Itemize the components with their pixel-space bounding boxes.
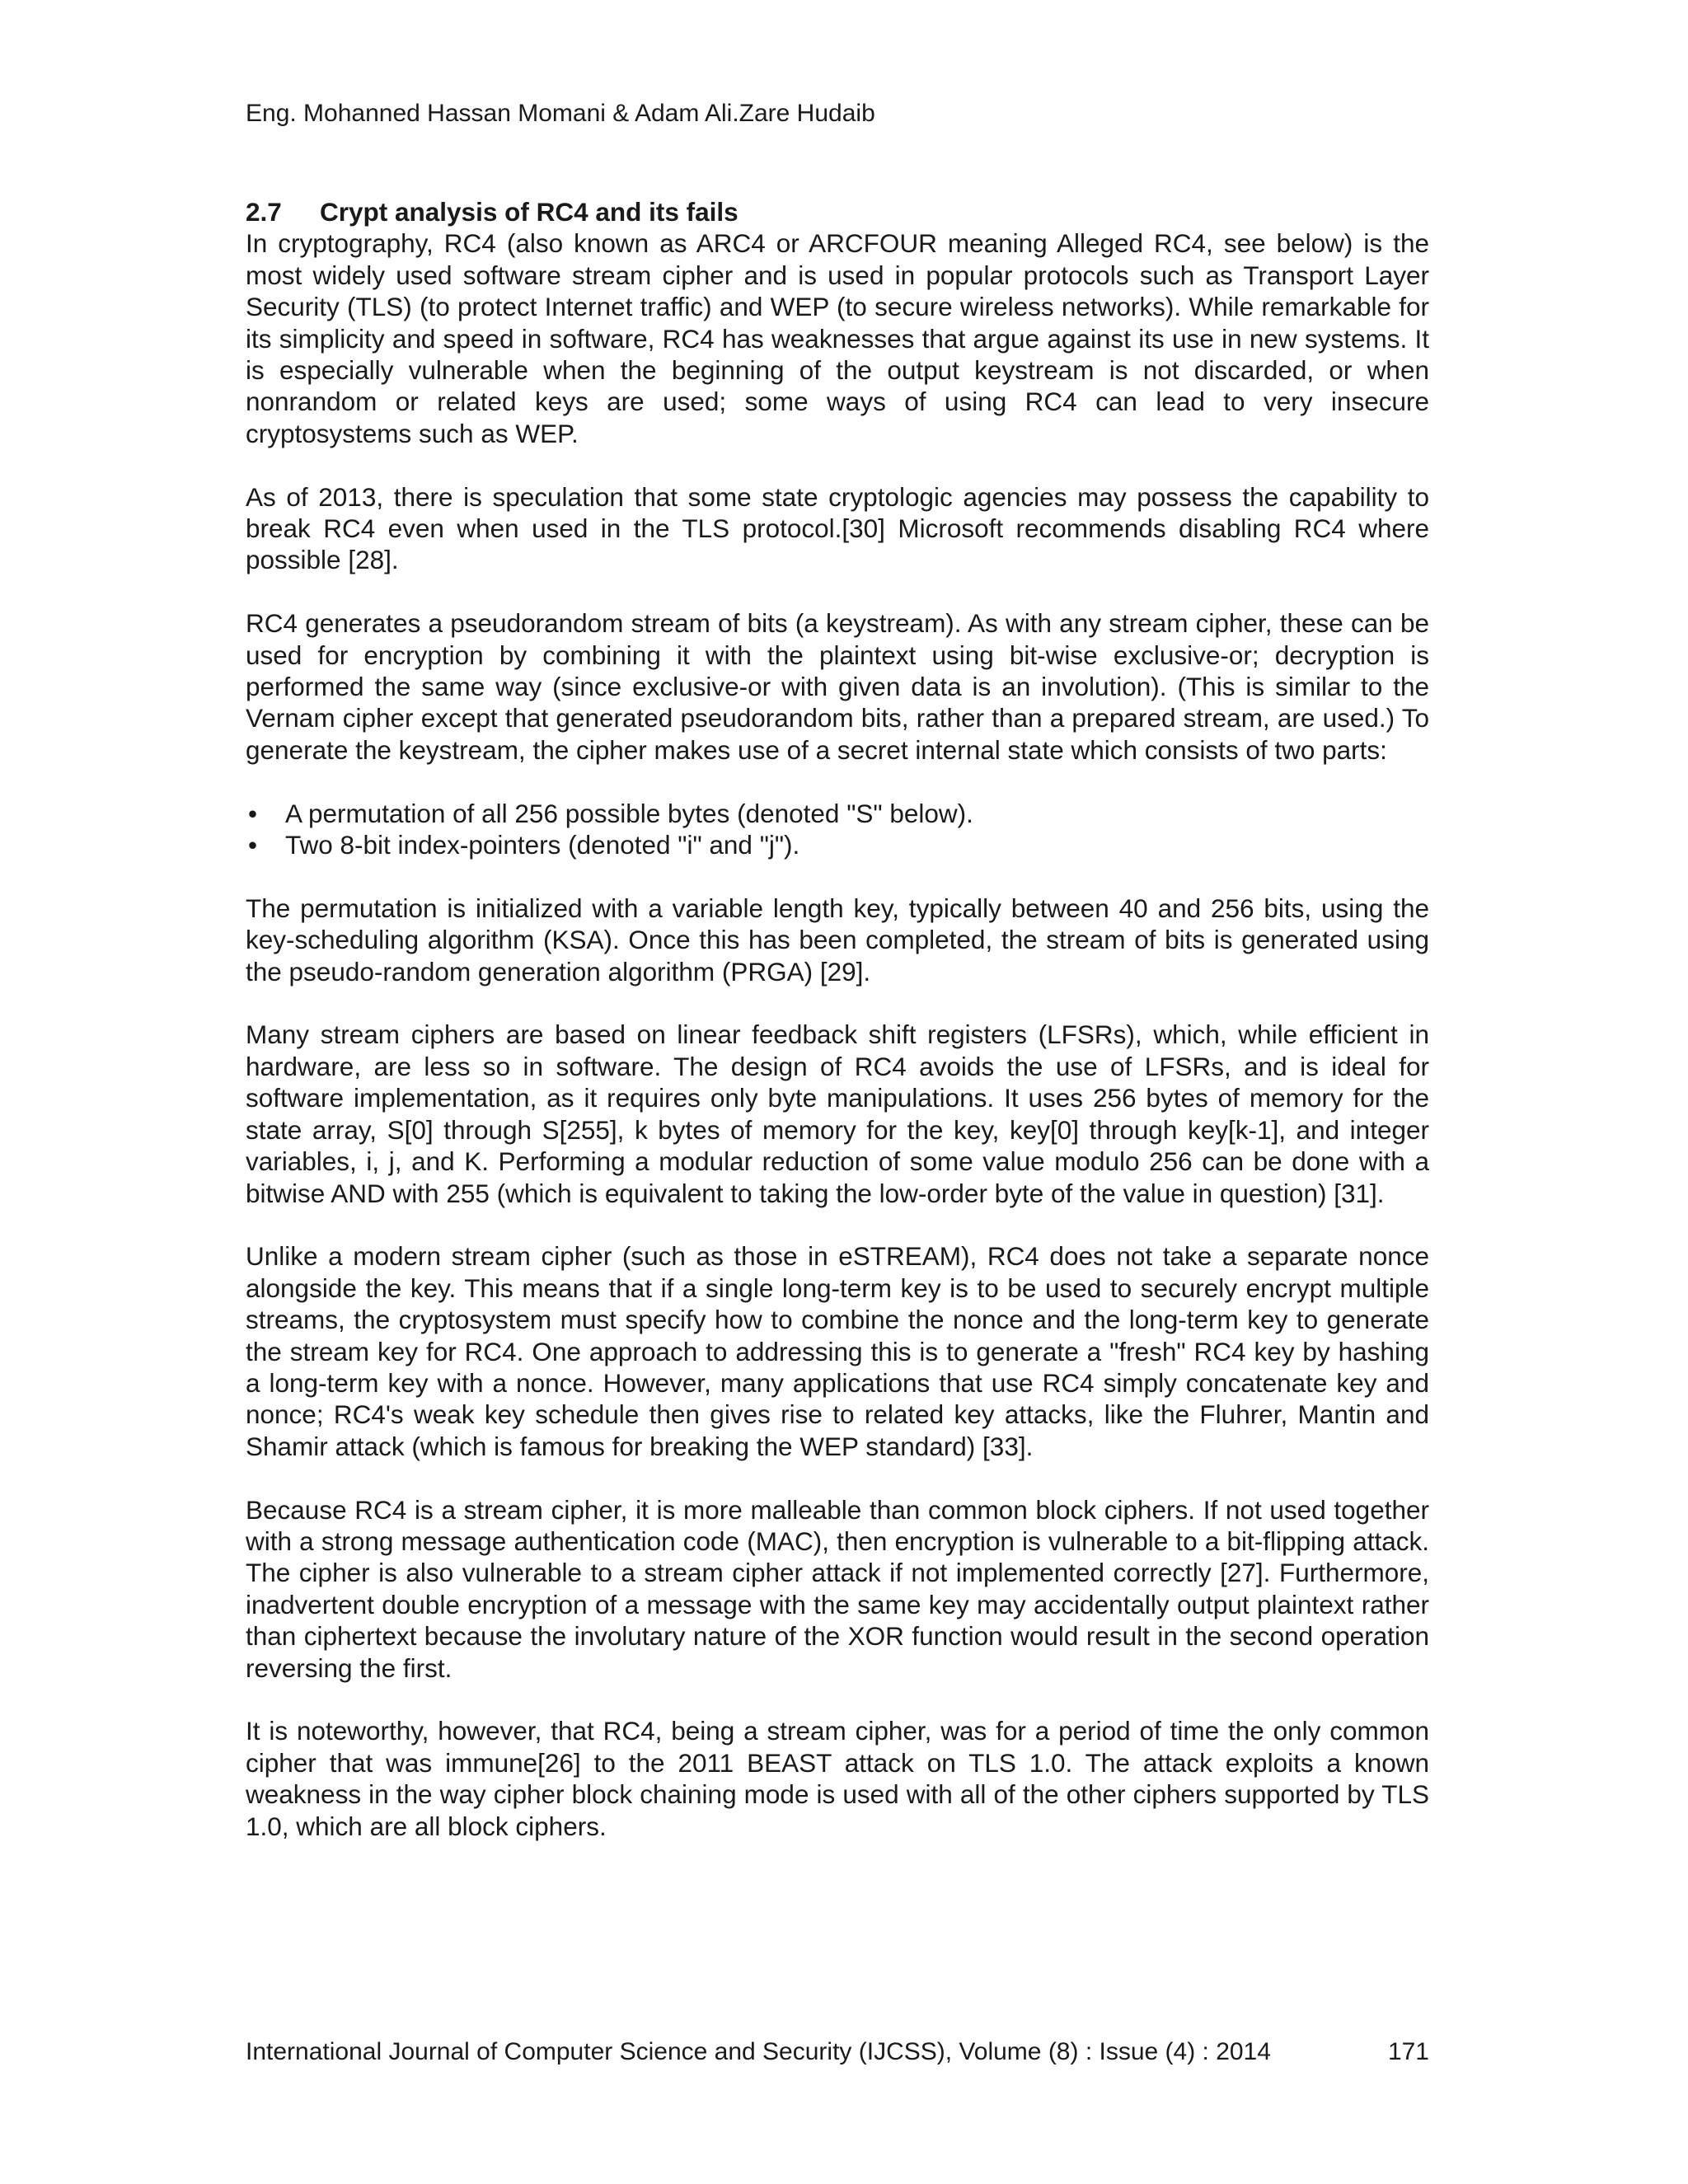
list-item: [246, 798, 1429, 829]
paragraph: Unlike a modern stream cipher (such as those in eSTREAM), RC4 does not take a separate nonce alongside the key. This means that if a single long-term key is to be used to securely encrypt multiple streams, the cryptosystem must specify how to combine the nonce and the long-term key to generate the stream key for RC4. One approach to addressing this is to generate a "fresh" RC4 key by hashing a long-term key with a nonce. However, many applications that use RC4 simply concatenate key and nonce; RC4's weak key schedule then gives rise to related key attacks, like the Fluhrer, Mantin and Shamir attack (which is famous for breaking the WEP standard) [33].: [246, 1241, 1429, 1461]
footer-journal-citation: International Journal of Computer Science and Security (IJCSS), Volume (8) : Issue (4) : 2014: [246, 2038, 1271, 2065]
paragraph: Many stream ciphers are based on linear feedback shift registers (LFSRs), which, while efficient in hardware, are less so in software. The design of RC4 avoids the use of LFSRs, and is ideal for software implementation, as it requires only byte manipulations. It uses 256 bytes of memory for the state array, S[0] through S[255], k bytes of memory for the key, key[0] through key[k-1], and integer variables, i, j, and K. Performing a modular reduction of some value modulo 256 can be done with a bitwise AND with 255 (which is equivalent to taking the low-order byte of the value in question) [31].: [246, 1019, 1429, 1208]
paragraph: Because RC4 is a stream cipher, it is more malleable than common block ciphers. If not used together with a strong message authentication code (MAC), then encryption is vulnerable to a bit-flipping attack. The cipher is also vulnerable to a stream cipher attack if not implemented correctly [27]. Furthermore, inadvertent double encryption of a message with the same key may accidentally output plaintext rather than ciphertext because the involutary nature of the XOR function would result in the second operation reversing the first.: [246, 1494, 1429, 1683]
page-number: 171: [1387, 2038, 1429, 2065]
paragraph: The permutation is initialized with a variable length key, typically between 40 and 256 bits, using the key-scheduling algorithm (KSA). Once this has been completed, the stream of bits is generated using the pseudo-random generation algorithm (PRGA) [29].: [246, 893, 1429, 987]
section-title: Crypt analysis of RC4 and its fails: [320, 197, 738, 227]
list-item-text: A permutation of all 256 possible bytes (denoted "S" below).: [285, 798, 973, 828]
list-item-text: Two 8-bit index-pointers (denoted "i" and "j").: [285, 830, 800, 860]
running-header-authors: Eng. Mohanned Hassan Momani & Adam Ali.Zare Hudaib: [246, 100, 875, 127]
bullet-icon: •: [248, 830, 258, 860]
article-body: [246, 196, 1429, 1873]
section-heading: [246, 196, 1429, 227]
bullet-icon: •: [248, 798, 258, 828]
paragraph: In cryptography, RC4 (also known as ARC4 or ARCFOUR meaning Alleged RC4, see below) is the most widely used software stream cipher and is used in popular protocols such as Transport Layer Security (TLS) (to protect Internet traffic) and WEP (to secure wireless networks). While remarkable for its simplicity and speed in software, RC4 has weaknesses that argue against its use in new systems. It is especially vulnerable when the beginning of the output keystream is not discarded, or when nonrandom or related keys are used; some ways of using RC4 can lead to very insecure cryptosystems such as WEP.: [246, 228, 1429, 448]
paragraph: As of 2013, there is speculation that some state cryptologic agencies may possess the capability to break RC4 even when used in the TLS protocol.[30] Microsoft recommends disabling RC4 where possible [28].: [246, 481, 1429, 575]
paragraph: RC4 generates a pseudorandom stream of bits (a keystream). As with any stream cipher, these can be used for encryption by combining it with the plaintext using bit-wise exclusive-or; decryption is performed the same way (since exclusive-or with given data is an involution). (This is similar to the Vernam cipher except that generated pseudorandom bits, rather than a prepared stream, are used.) To generate the keystream, the cipher makes use of a secret internal state which consists of two parts:: [246, 608, 1429, 765]
list-item: [246, 829, 1429, 860]
running-footer: [246, 2036, 1429, 2069]
section-number: 2.7: [246, 197, 282, 227]
paragraph: It is noteworthy, however, that RC4, being a stream cipher, was for a period of time the only common cipher that was immune[26] to the 2011 BEAST attack on TLS 1.0. The attack exploits a known weakness in the way cipher block chaining mode is used with all of the other ciphers supported by TLS 1.0, which are all block ciphers.: [246, 1716, 1429, 1841]
bullet-list: [246, 798, 1429, 861]
